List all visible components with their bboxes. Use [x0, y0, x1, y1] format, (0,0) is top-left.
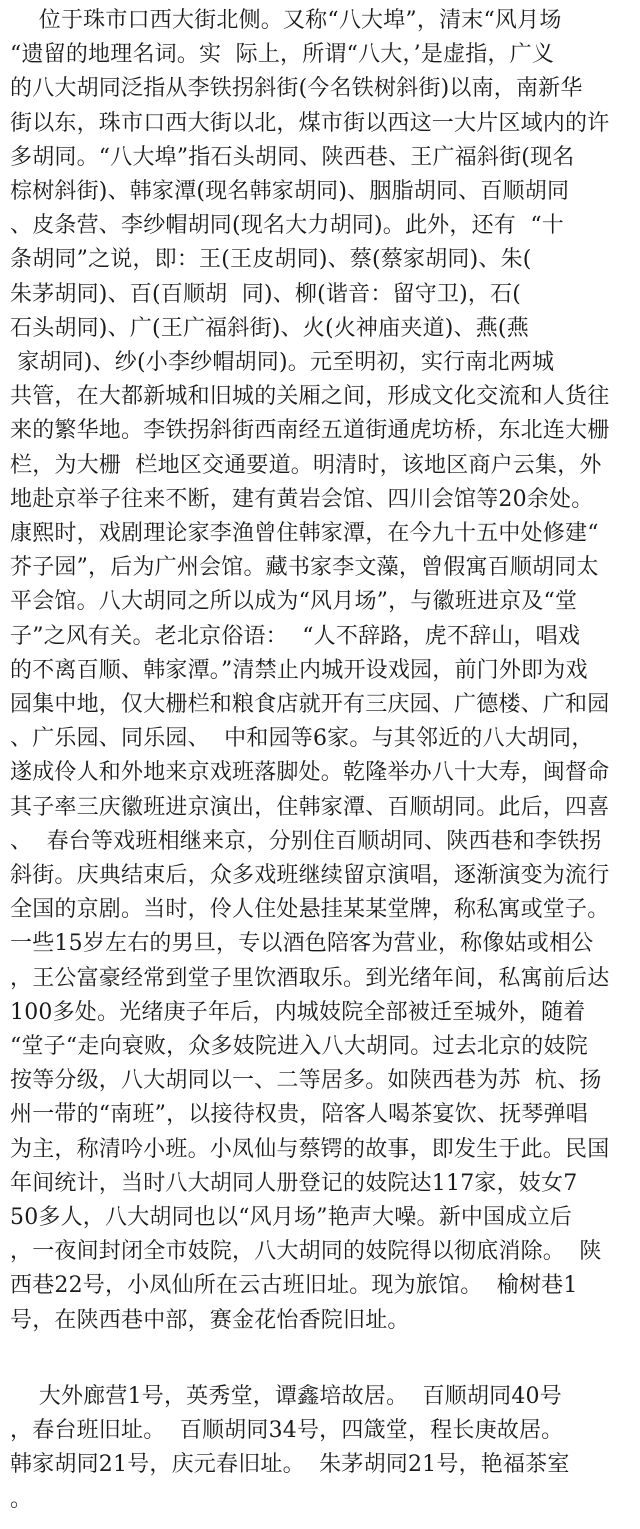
text-line: “遗留的地理名词。实 际上，所谓“八大，’是虚指，广义	[10, 42, 555, 68]
text-line: 的八大胡同泛指从李铁拐斜街(今名铁树斜街)以南，南新华	[10, 76, 583, 102]
text-line: 棕树斜街)、韩家潭(现名韩家胡同)、胭脂胡同、百顺胡同	[10, 179, 570, 204]
text-line: 共管，在大都新城和旧城的关厢之间，形成文化交流和人货往	[10, 384, 610, 410]
text-line: 栏，为大栅 栏地区交通要道。明清时，该地区商户云集，外	[10, 452, 602, 478]
text-line: 多胡同。“八大埠”指石头胡同、陕西巷、王广福斜街(现名	[10, 144, 575, 170]
text-line: ，一夜间封闭全市妓院，八大胡同的妓院得以彻底消除。 陕	[10, 1239, 602, 1265]
text-line: 街以东，珠市口西大街以北，煤市街以西这一大片区域内的许	[10, 110, 610, 136]
text-line: ，王公富豪经常到堂子里饮酒取乐。到光绪年间，私寓前后达	[10, 965, 610, 991]
text-line: 100多处。光绪庚子年后，内城妓院全部被迁至城外，随着	[10, 999, 586, 1025]
text-line: 平会馆。八大胡同之所以成为“风月场”，与徽班进京及“堂	[10, 589, 578, 615]
text-line: 石头胡同)、广(王广福斜街)、火(火神庙夹道)、燕(燕	[10, 315, 529, 341]
text-line: 来的繁华地。李铁拐斜街西南经五道街通虎坊桥，东北连大栅	[10, 418, 610, 444]
text-line: 西巷22号，小凤仙所在云古班旧址。现为旅馆。 榆树巷1	[10, 1273, 578, 1299]
text-line: 园集中地，仅大栅栏和粮食店就开有三庆园、广德楼、广和园	[10, 692, 610, 717]
text-line: “堂子“走向衰败，众多妓院进入八大胡同。过去北京的妓院	[10, 1034, 588, 1059]
text-line: 的不离百顺、韩家潭。”清禁止内城开设戏园，前门外即为戏	[10, 657, 588, 683]
text-line: 州一带的“南班”，以接待权贵，陪客人喝茶宴饮、抚琴弹唱	[10, 1102, 588, 1128]
text-line: 位于珠市口西大街北侧。又称“八大埠”，清末“风月场	[10, 8, 562, 33]
text-line: 朱茅胡同)、百(百顺胡 同)、柳(谐音：留守卫)，石(	[10, 281, 522, 307]
text-line: 全国的京剧。当时，伶人住处悬挂某某堂牌，称私寓或堂子。	[10, 897, 610, 923]
text-line: 其子率三庆徽班进京演出，住韩家潭、百顺胡同。此后，四喜	[10, 794, 610, 820]
text-line: 子”之风有关。老北京俗语： “人不辞路，虎不辞山，唱戏	[10, 623, 581, 649]
text-line: 按等分级，八大胡同以一、二等居多。如陕西巷为苏 杭、扬	[10, 1068, 602, 1094]
text-line: 、 春台等戏班相继来京，分别住百顺胡同、陕西巷和李铁拐	[10, 828, 602, 854]
text-line: 年间统计，当时八大胡同人册登记的妓院达117家，妓女7	[10, 1170, 578, 1196]
text-line: ，春台班旧址。 百顺胡同34号，四箴堂，程长庚故居。	[10, 1418, 564, 1444]
text-line: 康熙时，戏剧理论家李渔曾住韩家潭，在今九十五中处修建“	[10, 521, 599, 546]
text-line: 地赴京举子往来不断，建有黄岩会馆、四川会馆等20余处。	[10, 486, 594, 512]
text-line: 大外廊营1号，英秀堂，谭鑫培故居。 百顺胡同40号	[10, 1384, 562, 1409]
text-line: 遂成伶人和外地来京戏班落脚处。乾隆举办八十大寿，闽督命	[10, 760, 610, 786]
text-line: 、广乐园、同乐园、 中和园等6家。与其邻近的八大胡同，	[10, 726, 594, 752]
text-line: 斜街。庆典结束后，众多戏班继续留京演唱，逐渐演变为流行	[10, 863, 610, 888]
text-line: 。	[10, 1486, 33, 1512]
text-line: 50多人，八大胡同也以“风月场”艳声大噪。新中国成立后	[10, 1205, 572, 1230]
text-line: 韩家胡同21号，庆元春旧址。 朱茅胡同21号，艳福茶室	[10, 1452, 570, 1478]
text-line: 号，在陕西巷中部，赛金花怡香院旧址。	[10, 1307, 410, 1333]
text-line: 条胡同”之说，即：王(王皮胡同)、蔡(蔡家胡同)、朱(	[10, 247, 532, 273]
text-line: 家胡同)、纱(小李纱帽胡同)。元至明初，实行南北两城	[10, 350, 555, 375]
text-line: 、皮条营、李纱帽胡同(现名大力胡同)。此外，还有 “十	[10, 213, 565, 239]
text-line: 芥子园”，后为广州会馆。藏书家李文藻，曾假寓百顺胡同太	[10, 555, 599, 581]
text-line: 一些15岁左右的男旦，专以酒色陪客为营业，称像姑或相公	[10, 931, 594, 957]
text-line: 为主，称清吟小班。小凤仙与蔡锷的故事，即发生于此。民国	[10, 1136, 610, 1162]
